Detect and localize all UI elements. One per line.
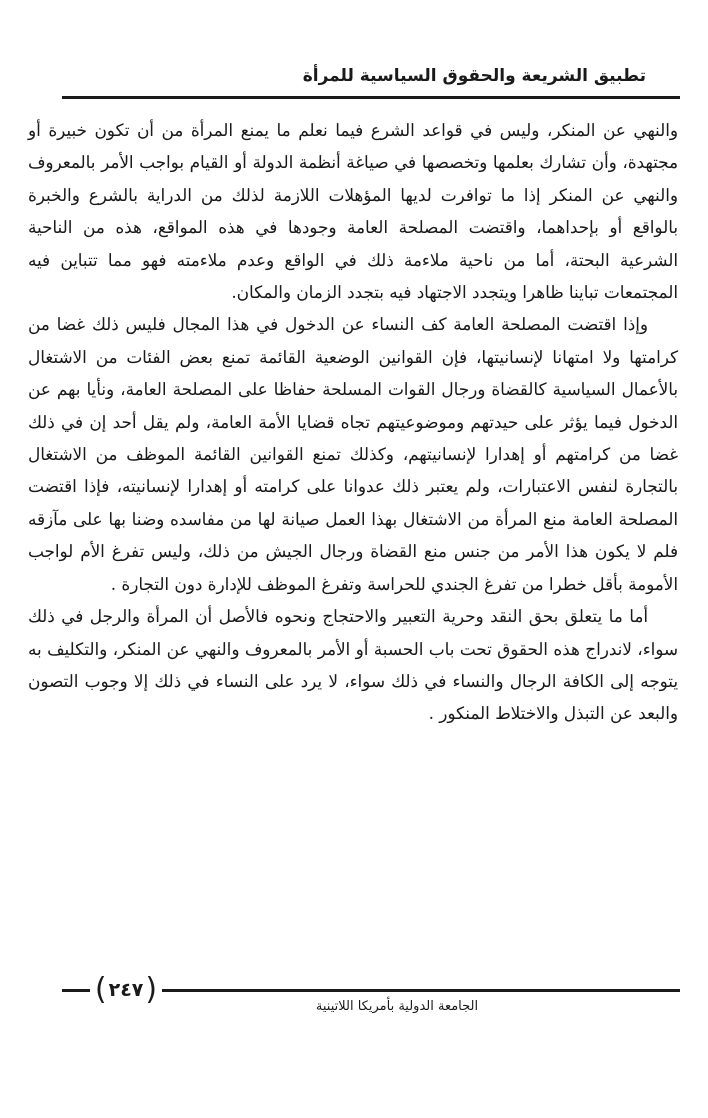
paragraph-1: والنهي عن المنكر، وليس في قواعد الشرع فيما نعلم ما يمنع المرأة من أن تكون خبيرة أو مجتهدة، وأن تشارك بعلمها وتخصصها في صياغة أنظمة الدولة أو القيام بواجب الأمر بالمعروف والنهي عن المنكر إذا ما توافرت لديها المؤهلات اللازمة لذلك من الدراية بالشرع والخبرة بالواقع أو بإحداهما، واقتضت المصلحة العامة وجودها في هذه المواقع، هذه من الناحية الشرعية البحتة، أما من ناحية ملاءمة ذلك في الواقع وعدم ملاءمته فهو مما تتباين فيه المجتمعات تباينا ظاهرا ويتجدد الاجتهاد فيه بتجدد الزمان والمكان.	[28, 120, 678, 303]
bracket-left-icon: )	[94, 972, 107, 1007]
page-number-frame	[90, 970, 162, 1010]
paragraph-2: وإذا اقتضت المصلحة العامة كف النساء عن الدخول في هذا المجال فليس ذلك غضا من كرامتها ولا امتهانا لإنسانيتها، فإن القوانين الوضعية القائمة تمنع بعض الفئات من الاشتغال بالأعمال السياسية كالقضاة ورجال القوات المسلحة حفاظا على المصلحة العامة، ونأيا بهم عن الدخول فيما يؤثر على حيدتهم وموضوعيتهم تجاه قضايا الأمة العامة، ولم يقل أحد إن في ذلك غضا من كرامتهم أو إهدارا لإنسانيتهم، وكذلك تمنع القوانين القائمة الموظف من الاشتغال بالتجارة لنفس الاعتبارات، ولم يعتبر ذلك عدوانا على كرامته أو إهدارا لإنسانيته، فإذا اقتضت المصلحة العامة منع المرأة من الاشتغال بهذا العمل صيانة لها من مفاسده وضنا بها على مآزقه فلم لا يكون هذا الأمر من جنس منع القضاة ورجال الجيش من ذلك، وليس تفرغ الأم لواجب الأمومة بأقل خطرا من تفرغ الجندي للحراسة وتفرغ الموظف للإدارة دون التجارة .	[28, 314, 678, 594]
university-name: الجامعة الدولية بأمريكا اللاتينية	[315, 999, 479, 1014]
header-rule	[62, 96, 680, 99]
page-number: ٢٤٧	[108, 979, 144, 1001]
bracket-right-icon: (	[145, 972, 158, 1007]
paragraph-3: أما ما يتعلق بحق النقد وحرية التعبير والاحتجاج ونحوه فالأصل أن المرأة والرجل في ذلك سواء، لاندراج هذه الحقوق تحت باب الحسبة أو الأمر بالمعروف والنهي عن المنكر، والتكليف به يتوجه إلى الكافة الرجال والنساء في ذلك سواء، لا يرد على النساء في ذلك إلا وجوب التصون والبعد عن التبذل والاختلاط المنكور .	[28, 606, 678, 724]
body-text	[28, 114, 678, 730]
running-title: تطبيق الشريعة والحقوق السياسية للمرأة	[302, 66, 646, 86]
page-footer	[62, 970, 680, 1014]
